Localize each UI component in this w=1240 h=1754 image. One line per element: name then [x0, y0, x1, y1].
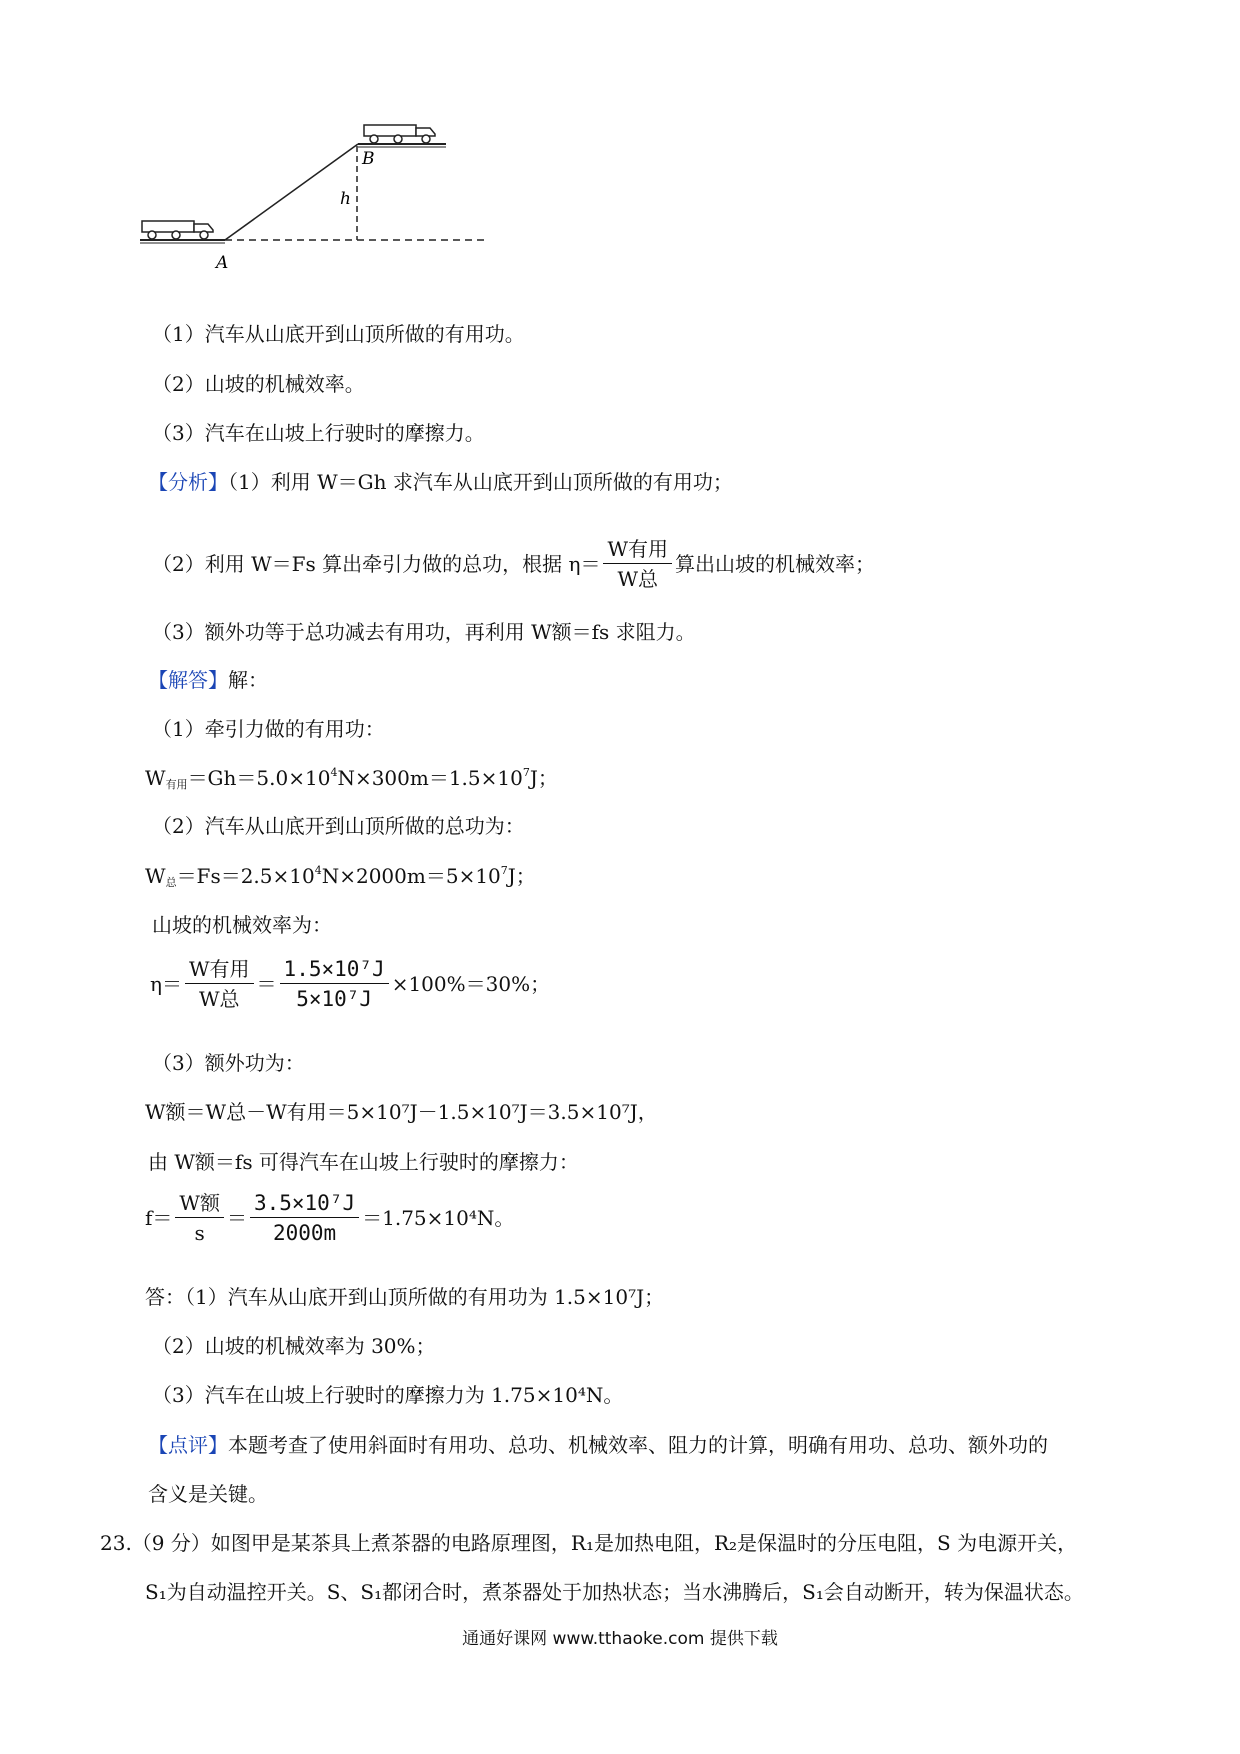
analysis-line-3: （3）额外功等于总功减去有用功，再利用 W额＝fs 求阻力。 [152, 620, 696, 644]
analysis-line-2: （2）利用 W＝Fs 算出牵引力做的总功，根据 η＝ $\frac{\text{W有用}}{\text{W总}}$ 算出山坡的机械效率； [152, 537, 876, 591]
question-23-line-2: S₁为自动温控开关。S、S₁都闭合时，煮茶器处于加热状态；当水沸腾后，S₁会自动断开，转为保温状态。 [145, 1580, 1084, 1604]
truck-bottom-icon [142, 221, 213, 239]
solution-tag: 【解答】 [148, 668, 228, 692]
answer-3: （3）汽车在山坡上行驶时的摩擦力为 1.75×10⁴N。 [152, 1383, 624, 1407]
solution-step-2-title: （2）汽车从山底开到山顶所做的总功为： [152, 814, 525, 838]
efficiency-equation: η＝ $\frac{\text{W有用}}{\text{W总}}$ ＝ $\frac{\text{1.5×10⁷J}}{\text{5×10⁷J}}$ ×100%＝30%； [150, 957, 551, 1011]
friction-equation: f＝ $\frac{\text{W额}}{s}$ ＝ $\frac{\text{3.5×10⁷J}}{2000m}$ ＝1.75×10⁴N。 [145, 1191, 515, 1245]
comment-line-1: 【点评】本题考查了使用斜面时有用功、总功、机械效率、阻力的计算，明确有用功、总功、额外功的 [148, 1433, 1048, 1457]
truck-top-icon [364, 125, 435, 143]
analysis-tag: 【分析】 [148, 470, 228, 494]
question-23-line-1: 23.（9 分）如图甲是某茶具上煮茶器的电路原理图，R₁是加热电阻，R₂是保温时的分压电阻，S 为电源开关， [100, 1531, 1078, 1555]
answer-2: （2）山坡的机械效率为 30%； [152, 1334, 436, 1358]
solution-step-3-title: （3）额外功为： [152, 1051, 305, 1075]
friction-title: 由 W额＝fs 可得汽车在山坡上行驶时的摩擦力： [148, 1150, 579, 1174]
label-a: A [216, 253, 229, 273]
slope-diagram [140, 118, 540, 278]
efficiency-title: 山坡的机械效率为： [152, 913, 332, 937]
answer-1: 答：（1）汽车从山底开到山顶所做的有用功为 1.5×10⁷J； [145, 1285, 665, 1309]
solution-heading: 【解答】解： [148, 668, 268, 692]
analysis-line-1: 【分析】（1）利用 W＝Gh 求汽车从山底开到山顶所做的有用功； [148, 470, 733, 494]
label-h: h [340, 189, 351, 209]
label-b: B [362, 149, 375, 169]
question-1: （1）汽车从山底开到山顶所做的有用功。 [152, 322, 525, 346]
comment-line-2: 含义是关键。 [148, 1482, 268, 1506]
solution-step-1-title: （1）牵引力做的有用功： [152, 717, 385, 741]
solution-step-3-equation: W额＝W总－W有用＝5×10⁷J－1.5×10⁷J＝3.5×10⁷J， [145, 1100, 658, 1124]
question-2: （2）山坡的机械效率。 [152, 372, 365, 396]
comment-tag: 【点评】 [148, 1433, 228, 1457]
question-3: （3）汽车在山坡上行驶时的摩擦力。 [152, 421, 485, 445]
efficiency-fraction: $\frac{\text{W有用}}{\text{W总}}$ [603, 536, 672, 592]
solution-step-2-equation: $W_总=Fs=2.5\times 10^4N\times 2000m=5\times 10^7J$； [145, 864, 536, 889]
solution-step-1-equation: $W_{有用}=Gh=5.0\times 10^4N\times 300m=1.5\times 10^7J$； [145, 766, 558, 791]
page-footer: 通通好课网 www.tthaoke.com 提供下载 [462, 1629, 778, 1649]
